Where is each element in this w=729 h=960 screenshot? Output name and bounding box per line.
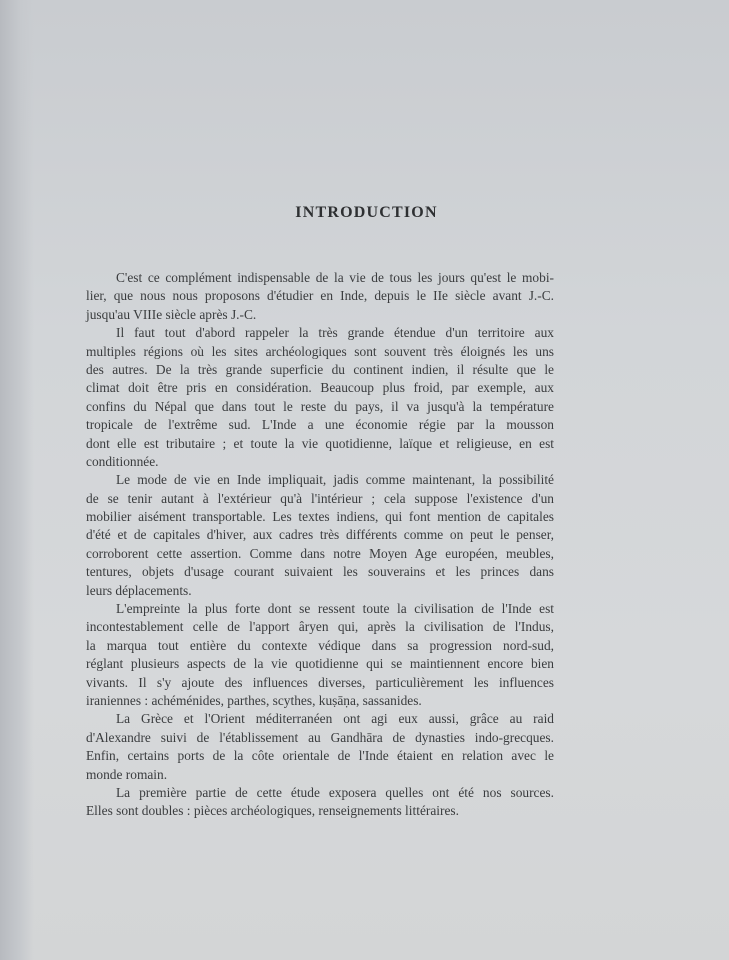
text-line: La Grèce et l'Orient méditerranéen ont agi eux aussi, grâce au raid — [116, 711, 554, 727]
text-line: La première partie de cette étude exposera quelles ont été nos sources. — [116, 784, 554, 800]
page-title: INTRODUCTION — [295, 204, 438, 221]
text-line: réglant plusieurs aspects de la vie quotidienne qui se maintiennent encore bien — [86, 656, 554, 672]
text-line: Elles sont doubles : pièces archéologiques, renseignements littéraires. — [86, 803, 459, 819]
text-line: mobilier aisément transportable. Les textes indiens, qui font mention de capitales — [86, 509, 554, 525]
text-line: iraniennes : achéménides, parthes, scythes, kuṣāṇa, sassanides. — [86, 692, 422, 708]
text-line: dont elle est tributaire ; et toute la vie quotidienne, laïque et religieuse, en est — [86, 435, 554, 451]
text-line: jusqu'au VIIIe siècle après J.-C. — [86, 306, 257, 322]
text-line: multiples régions où les sites archéologiques sont souvent très éloignés les uns — [86, 343, 554, 359]
text-line: lier, que nous nous proposons d'étudier en Inde, depuis le IIe siècle avant J.-C. — [86, 288, 554, 304]
text-line: C'est ce complément indispensable de la vie de tous les jours qu'est le mobi- — [116, 270, 554, 285]
text-line: L'empreinte la plus forte dont se ressent toute la civilisation de l'Inde est — [116, 601, 554, 617]
body-text — [86, 269, 554, 821]
text-line: confins du Népal que dans tout le reste du pays, il va jusqu'à la température — [86, 398, 554, 414]
text-line: incontestablement celle de l'apport âryen qui, après la civilisation de l'Indus, — [86, 619, 554, 635]
text-line: vivants. Il s'y ajoute des influences diverses, particulièrement les influences — [86, 674, 554, 690]
text-line: Il faut tout d'abord rappeler la très grande étendue d'un territoire aux — [116, 325, 554, 341]
text-line: de se tenir autant à l'extérieur qu'à l'intérieur ; cela suppose l'existence d'un — [86, 490, 554, 506]
text-line: tropicale de l'extrême sud. L'Inde a une économie régie par la mousson — [86, 417, 554, 433]
text-line: Enfin, certains ports de la côte orientale de l'Inde étaient en relation avec le — [86, 748, 554, 764]
text-line: des autres. De la très grande superficie du continent indien, il résulte que le — [86, 361, 554, 377]
text-line: d'Alexandre suivi de l'établissement au Gandhāra de dynasties indo-grecques. — [86, 729, 554, 745]
text-line: corroborent cette assertion. Comme dans notre Moyen Age européen, meubles, — [86, 545, 554, 561]
text-line: monde romain. — [86, 766, 168, 782]
text-line: la marqua tout entière du contexte védique dans sa progression nord-sud, — [86, 637, 554, 653]
text-line: d'été et de capitales d'hiver, aux cadres très différents comme on peut le penser, — [86, 527, 554, 543]
text-line: climat doit être pris en considération. Beaucoup plus froid, par exemple, aux — [86, 380, 554, 396]
text-line: Le mode de vie en Inde impliquait, jadis comme maintenant, la possibilité — [116, 472, 554, 488]
text-line: conditionnée. — [86, 453, 159, 469]
text-line: leurs déplacements. — [86, 582, 192, 598]
text-line: tentures, objets d'usage courant suivaient les souverains et les princes dans — [86, 564, 554, 580]
